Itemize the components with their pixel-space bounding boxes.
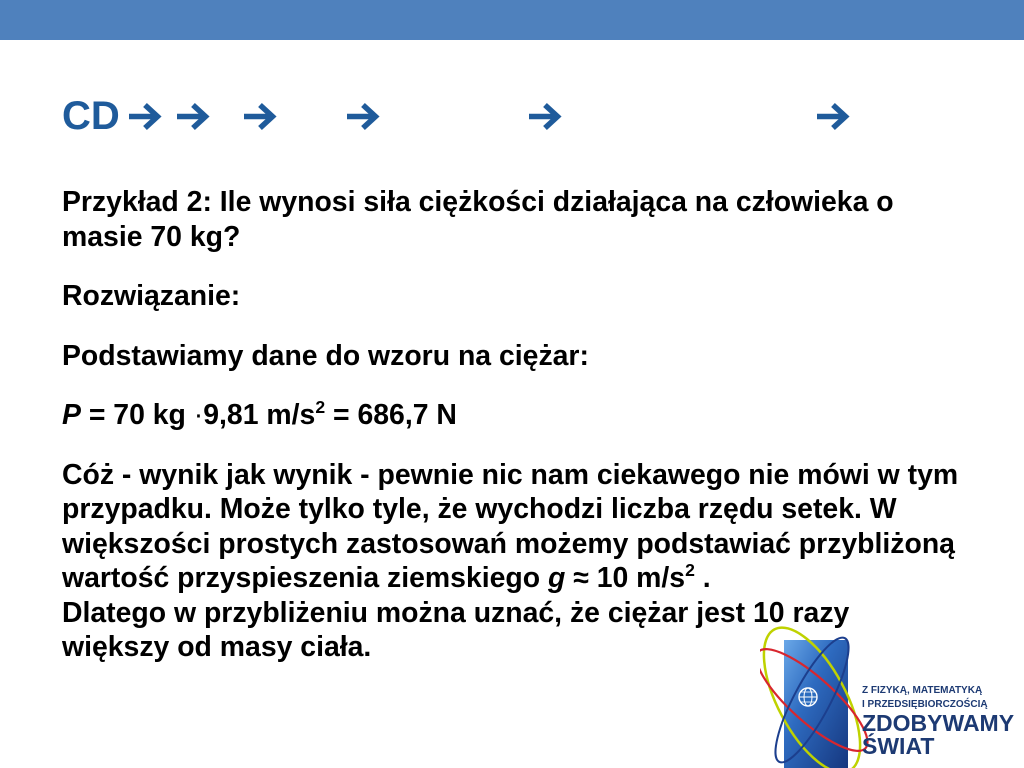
substitution-text: Podstawiamy dane do wzoru na ciężar: (62, 339, 589, 372)
example-question (62, 185, 1012, 254)
text-line: masie 70 kg? (62, 220, 241, 253)
arrow-right-icon (175, 101, 210, 132)
title-text: CD (62, 94, 120, 138)
multiplication-dot: · (193, 399, 204, 431)
arrow-right-icon (527, 101, 562, 132)
substitution-intro (62, 339, 1012, 374)
approximation-prefix: wartość przyspieszenia ziemskiego (62, 562, 548, 594)
approximation-suffix: . (694, 562, 711, 594)
text-line: większości prostych zastosowań możemy podstawiać przybliżoną (62, 527, 955, 560)
formula-line (62, 398, 1012, 433)
logo-name-line: ŚWIAT (862, 733, 935, 759)
formula-symbol: P (62, 399, 81, 431)
solution-label: Rozwiązanie: (62, 280, 241, 312)
solution-heading (62, 279, 1012, 314)
slide-title (0, 0, 1024, 150)
formula-acceleration: 9,81 m/s (203, 399, 316, 431)
text-line: Dlatego w przybliżeniu można uznać, że ciężar jest 10 razy (62, 596, 850, 629)
arrow-right-icon (127, 101, 162, 132)
logo-tagline-line: Z FIZYKĄ, MATEMATYKĄ (862, 685, 983, 696)
slide-body (62, 185, 1012, 665)
arrow-right-icon (815, 101, 850, 132)
gravity-symbol: g (548, 562, 566, 594)
approximation-exponent: 2 (685, 560, 695, 581)
text-line: Przykład 2: Ile wynosi siła ciężkości działająca na człowieka o (62, 186, 894, 218)
approximation-line (62, 561, 1012, 596)
arrow-right-icon (345, 101, 380, 132)
formula-mass: = 70 kg (80, 399, 194, 431)
logo-name-line: ZDOBYWAMY (862, 710, 1015, 736)
logo-tagline-line: I PRZEDSIĘBIORCZOŚCIĄ (862, 699, 988, 710)
text-line: przypadku. Może tylko tyle, że wychodzi liczba rzędu setek. W (62, 493, 897, 525)
globe-icon (799, 688, 817, 706)
formula-result: = 686,7 N (325, 399, 457, 431)
text-line: większy od masy ciała. (62, 631, 372, 663)
approximation-value: ≈ 10 m/s (565, 562, 686, 594)
arrow-right-icon (242, 101, 277, 132)
commentary (62, 458, 1012, 665)
weight-formula (62, 398, 1012, 433)
text-line: Cóż - wynik jak wynik - pewnie nic nam ciekawego nie mówi w tym (62, 458, 959, 491)
formula-exponent: 2 (315, 397, 326, 418)
